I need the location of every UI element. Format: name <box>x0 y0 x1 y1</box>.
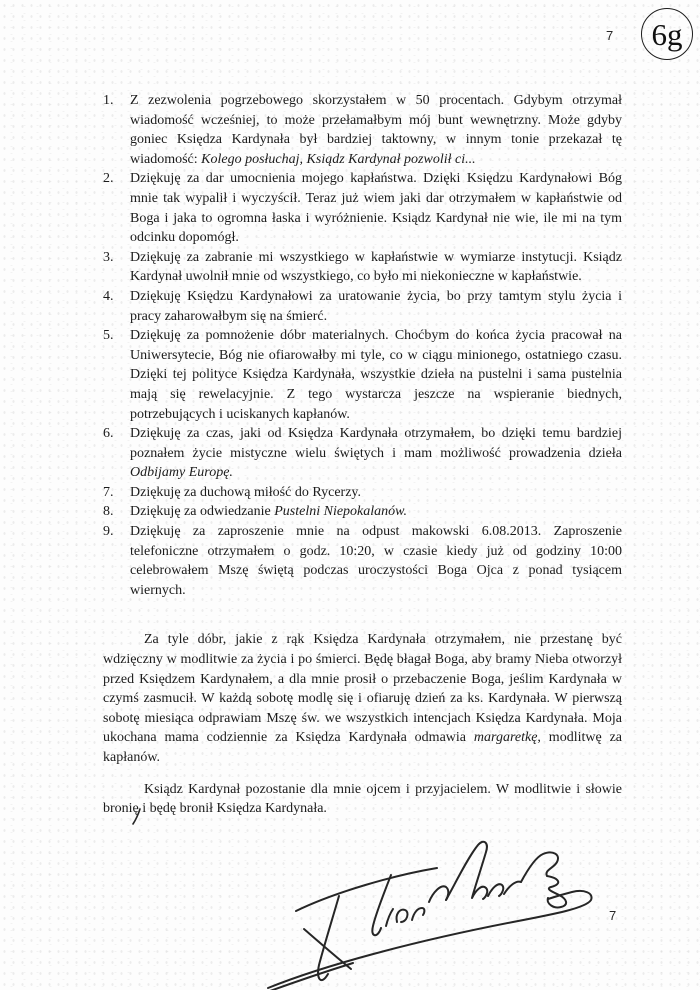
list-item <box>103 522 622 600</box>
list-item-text: Dziękuję za pomnożenie dóbr materialnych. Choćbym do końca życia pracował na Uniwersytecie, Bóg nie ofiarowałby mi tyle, co w ciągu minionego, ostatniego czasu. Dzięki tej polityce Księdza Kardynała, wszystkie dzieła na pustelni i sama pustelnia mają się rewelacyjnie. Z tego wystarcza jeszcze na wspieranie biednych, potrzebujących i uciskanych kapłanów. <box>130 328 622 422</box>
list-item <box>103 169 622 247</box>
signature-scrawl <box>255 838 605 990</box>
list-item <box>103 287 622 326</box>
list-item <box>103 91 622 169</box>
list-item-text: Dziękuję za dar umocnienia mojego kapłaństwa. Dzięki Księdzu Kardynałowi Bóg mnie tak wypalił i wyczyścił. Teraz już wiem jaki dar otrzymałem w kapłaństwie od Boga i jaka to ogromna łaska i wyróżnienie. Ksiądz Kardynał nie wie, ile mi na tym odcinku dopomógł. <box>130 171 622 246</box>
list-item <box>103 483 622 503</box>
list-item-number: 6. <box>103 426 114 442</box>
list-item-number: 7. <box>103 484 114 500</box>
list-item-number: 4. <box>103 288 114 304</box>
list-item-text: Dziękuję za zaproszenie mnie na odpust makowski 6.08.2013. Zaproszenie telefoniczne otrzymałem o godz. 10:20, w czasie kiedy już od godziny 10:00 celebrowałem Mszę świętą podczas uroczystości Boga Ojca z ponad tysiącem wiernych. <box>130 524 622 598</box>
list-item-text: Z zezwolenia pogrzebowego skorzystałem w 50 procentach. Gdybym otrzymał wiadomość wcześniej, to może przełamałbym mój bunt wewnętrzny. Może gdyby goniec Księdza Kardynała był bardziej taktowny, w innym tonie przekazał tę wiadomość: Kolego posłuchaj, Ksiądz Kardynał pozwolił ci... <box>130 93 622 167</box>
list-item-text: Dziękuję za duchową miłość do Rycerzy. <box>130 484 361 500</box>
list-item-text: Dziękuję za zabranie mi wszystkiego w kapłaństwie w wymiarze instytucji. Ksiądz Kardynał uwolnił mnie od wszystkiego, co było mi niekonieczne w kapłaństwie. <box>130 249 622 285</box>
list-item <box>103 502 622 522</box>
list-item-text: Dziękuję za odwiedzanie Pustelni Niepokalanów. <box>130 504 407 520</box>
paragraph-closing: Ksiądz Kardynał pozostanie dla mnie ojcem i przyjacielem. W modlitwie i słowie bronię i będę bronił Księdza Kardynała. <box>103 781 622 817</box>
list-item-number: 2. <box>103 171 114 187</box>
grade-label: 6g <box>651 16 683 52</box>
list-item-text: Dziękuję za czas, jaki od Księdza Kardynała otrzymałem, bo dzięki temu bardziej poznałem życie mistyczne wielu świętych i mam możliwość prowadzenia dzieła Odbijamy Europę. <box>130 426 622 481</box>
list-item-text: Dziękuję Księdzu Kardynałowi za uratowanie życia, bo przy tamtym stylu życia i pracy zaharowałbym się na śmierć. <box>130 288 622 324</box>
list-item-number: 8. <box>103 504 114 520</box>
list-item <box>103 424 622 483</box>
page-number-bottom: 7 <box>609 908 617 923</box>
list-item-number: 3. <box>103 249 114 265</box>
numbered-list <box>0 91 700 600</box>
list-item-number: 9. <box>103 524 114 540</box>
page-number-top: 7 <box>606 28 614 43</box>
list-item-number: 1. <box>103 93 114 108</box>
paragraph-gratitude: Za tyle dóbr, jakie z rąk Księdza Kardynała otrzymałem, nie przestanę być wdzięczny w modlitwie za życia i po śmierci. Będę błagał Boga, aby bramy Nieba otworzył przed Księdzem Kardynałem, a dla mnie prosił o przebaczenie Boga, jeślim Kardynała w czymś zasmucił. W każdą sobotę modlę się i ofiaruję dzień za ks. Kardynała. W pierwszą sobotę miesiąca odprawiam Mszę św. we wszystkich intencjach Księdza Kardynała. Moja ukochana mama codziennie za Księdza Kardynała odmawia margaretkę, modlitwę za kapłanów. <box>103 632 623 765</box>
list-item-number: 5. <box>103 328 114 344</box>
handwritten-comma-mark <box>132 808 142 826</box>
list-item <box>103 248 622 287</box>
list-item <box>103 326 622 424</box>
